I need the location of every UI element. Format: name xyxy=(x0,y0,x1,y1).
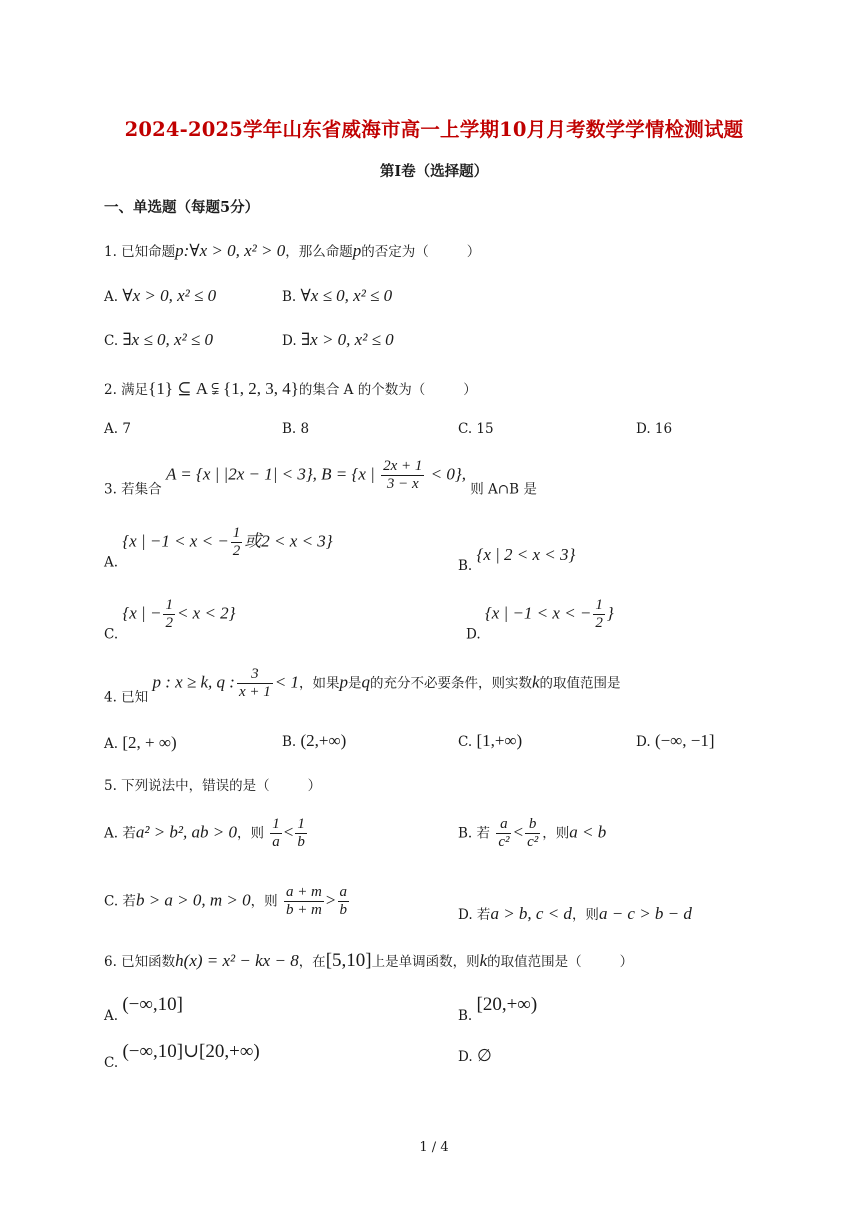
question-5-option-d: D. 若a > b, c < d，则a − c > b − d xyxy=(458,904,692,923)
section-heading: 一、单选题（每题5分） xyxy=(104,199,260,216)
page-number: 1 / 4 xyxy=(419,1140,449,1155)
question-2-stem: 2. 满足{1} ⊆ A ⫋ {1, 2, 3, 4}的集合 A 的个数为（ ） xyxy=(104,379,477,398)
question-5-stem: 5. 下列说法中，错误的是（ ） xyxy=(104,778,322,794)
question-4-stem: 4. 已知 p : x ≥ k, q : $\frac{3}{x + 1}$ < 1，如果p是q的充分不必要条件，则实数k的取值范围是 xyxy=(104,666,621,706)
part-heading: 第Ⅰ卷（选择题） xyxy=(379,163,489,180)
question-4-option-c: C. [1,+∞) xyxy=(458,731,523,750)
question-3-option-a: A. {x | −1 < x < − $\frac{1}{2}$ 或2 < x < 3} xyxy=(104,525,333,571)
question-3-option-c: C. {x | − $\frac{1}{2}$ < x < 2} xyxy=(104,597,236,643)
question-6-option-c: C. (−∞,10]∪[20,+∞) xyxy=(104,1041,260,1071)
question-3-stem: 3. 若集合 A = {x | |2x − 1| < 3}, B = {x | $\frac{2x + 1}{3 - x}$ < 0}, 则 A∩B 是 xyxy=(104,458,537,498)
question-4-option-d: D. (−∞, −1] xyxy=(636,731,715,750)
question-5-option-c: C. 若b > a > 0, m > 0，则 $\frac{a + m}{b + m}$ > $\frac{a}{b}$ xyxy=(104,884,347,919)
document-title: 2024-2025学年山东省威海市高一上学期10月月考数学学情检测试题 xyxy=(124,118,744,141)
question-2-option-b: B. 8 xyxy=(282,421,310,437)
question-3-option-b: B. {x | 2 < x < 3} xyxy=(458,545,576,574)
question-3-option-d: D. {x | −1 < x < − $\frac{1}{2}$ } xyxy=(466,597,614,643)
question-5-option-a: A. 若a² > b², ab > 0，则 $\frac{1}{a}$ < $\frac{1}{b}$ xyxy=(104,816,305,851)
question-5-option-b: B. 若 $\frac{a}{\text{c²}}$ < $\frac{b}{\text{c²}}$ ，则a < b xyxy=(458,816,607,851)
question-2-option-c: C. 15 xyxy=(458,421,494,437)
question-1-stem: 1. 已知命题p:∀x > 0, x² > 0，那么命题p的否定为（ ） xyxy=(104,241,481,260)
question-6-option-d: D. ∅ xyxy=(458,1046,492,1065)
question-1-option-b: B. ∀x ≤ 0, x² ≤ 0 xyxy=(282,286,393,305)
question-6-stem: 6. 已知函数h(x) = x² − kx − 8，在[5,10]上是单调函数，则k的取值范围是（ ） xyxy=(104,950,634,971)
question-2-option-a: A. 7 xyxy=(104,421,131,437)
question-4-option-a: A. [2, + ∞) xyxy=(104,733,177,752)
question-6-option-b: B. [20,+∞) xyxy=(458,994,538,1024)
question-6-option-a: A. (−∞,10] xyxy=(104,994,184,1024)
question-1-option-c: C. ∃x ≤ 0, x² ≤ 0 xyxy=(104,330,214,349)
question-1-option-a: A. ∀x > 0, x² ≤ 0 xyxy=(104,286,217,305)
question-4-option-b: B. (2,+∞) xyxy=(282,731,347,750)
question-1-option-d: D. ∃x > 0, x² ≤ 0 xyxy=(282,330,394,349)
question-2-option-d: D. 16 xyxy=(636,421,673,437)
